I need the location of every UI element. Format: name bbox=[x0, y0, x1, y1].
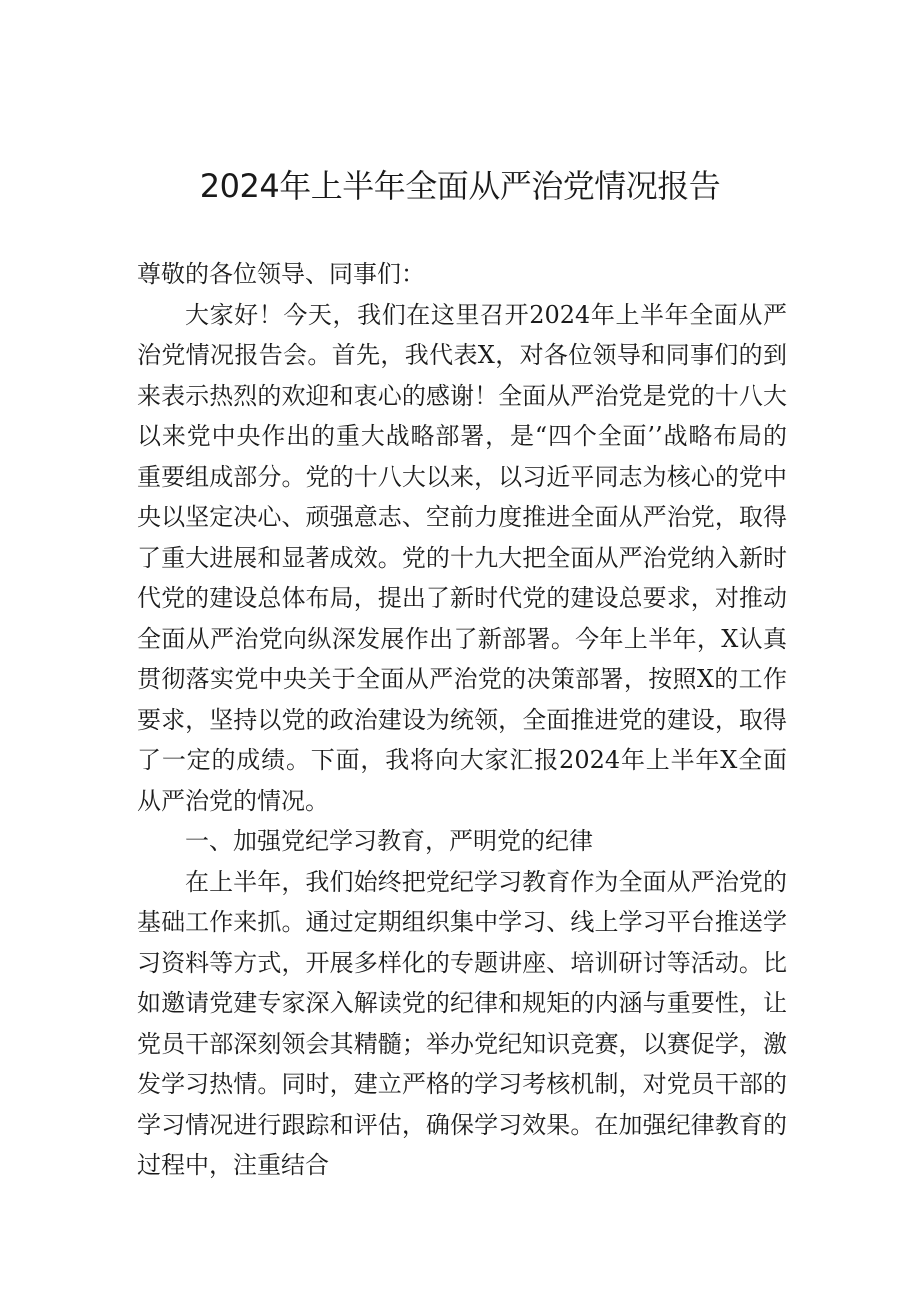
section-paragraph: 在上半年，我们始终把党纪学习教育作为全面从严治党的基础工作来抓。通过定期组织集中学习、线上学习平台推送学习资料等方式，开展多样化的专题讲座、培训研讨等活动。比如邀请党建专家深入解读党的纪律和规矩的内涵与重要性，让党员干部深刻领会其精髓；举办党纪知识竞赛，以赛促学，激发学习热情。同时，建立严格的学习考核机制，对党员干部的学习情况进行跟踪和评估，确保学习效果。在加强纪律教育的过程中，注重结合 bbox=[137, 867, 787, 1179]
document-body bbox=[137, 254, 787, 1186]
section-heading: 一、加强党纪学习教育，严明党的纪律 bbox=[185, 827, 593, 855]
intro-paragraph: 大家好！今天，我们在这里召开2024年上半年全面从严治党情况报告会。首先，我代表X，对各位领导和同事们的到来表示热烈的欢迎和衷心的感谢！全面从严治党是党的十八大以来党中央作出的重大战略部署，是“四个全面’’战略布局的重要组成部分。党的十八大以来，以习近平同志为核心的党中央以坚定决心、顽强意志、空前力度推进全面从严治党，取得了重大进展和显著成效。党的十九大把全面从严治党纳入新时代党的建设总体布局，提出了新时代党的建设总要求，对推动全面从严治党向纵深发展作出了新部署。今年上半年，X认真贯彻落实党中央关于全面从严治党的决策部署，按照X的工作要求，坚持以党的政治建设为统领，全面推进党的建设，取得了一定的成绩。下面，我将向大家汇报2024年上半年X全面从严治党的情况。 bbox=[137, 300, 787, 815]
document-title: 2024年上半年全面从严治党情况报告 bbox=[199, 167, 721, 205]
salutation: 尊敬的各位领导、同事们： bbox=[137, 260, 425, 288]
